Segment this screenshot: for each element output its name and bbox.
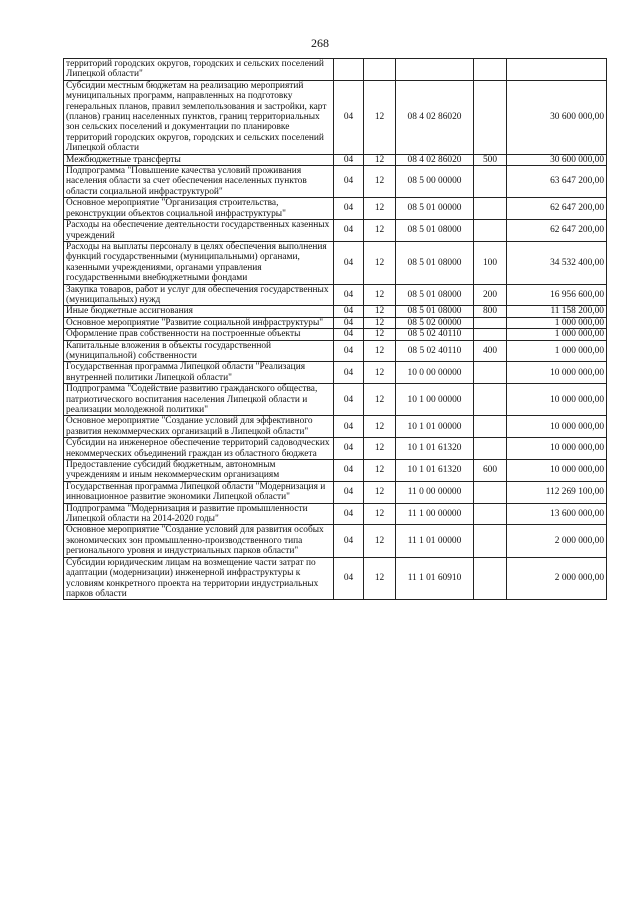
row-section-cell: 04: [334, 525, 364, 557]
table-row: [64, 59, 607, 81]
table-row: [64, 166, 607, 198]
row-amount-cell: 10 000 000,00: [507, 438, 607, 460]
row-amount-cell: 10 000 000,00: [507, 460, 607, 482]
budget-table-body: [64, 59, 607, 600]
row-name-cell: Капитальные вложения в объекты государственной (муниципальной) собственности: [64, 340, 334, 362]
row-expense-type-cell: [474, 438, 507, 460]
row-amount-cell: 11 158 200,00: [507, 306, 607, 317]
row-code-cell: 08 5 01 08000: [396, 306, 474, 317]
row-section-cell: 04: [334, 460, 364, 482]
row-subsection-cell: 12: [364, 438, 396, 460]
row-amount-cell: 1 000 000,00: [507, 329, 607, 340]
row-code-cell: [396, 59, 474, 81]
row-subsection-cell: 12: [364, 220, 396, 242]
row-code-cell: 08 5 00 00000: [396, 166, 474, 198]
row-code-cell: 11 1 01 60910: [396, 557, 474, 600]
table-row: [64, 220, 607, 242]
table-row: [64, 438, 607, 460]
row-amount-cell: 30 600 000,00: [507, 154, 607, 165]
row-subsection-cell: 12: [364, 80, 396, 154]
row-amount-cell: 2 000 000,00: [507, 525, 607, 557]
row-name-cell: Основное мероприятие "Развитие социальной инфраструктуры": [64, 317, 334, 328]
row-section-cell: 04: [334, 198, 364, 220]
table-row: [64, 460, 607, 482]
row-name-cell: Иные бюджетные ассигнования: [64, 306, 334, 317]
row-expense-type-cell: [474, 384, 507, 416]
row-code-cell: 11 1 00 00000: [396, 503, 474, 525]
row-name-cell: Субсидии местным бюджетам на реализацию мероприятий муниципальных программ, направленных на подготовку генеральных планов, правил землепользования и застройки, карт (планов) границ населенных пунктов, границ территориальных зон сельских поселений и документации по планировке территорий городских округов, городских и сельских поселений Липецкой области: [64, 80, 334, 154]
row-code-cell: 08 4 02 86020: [396, 154, 474, 165]
row-subsection-cell: 12: [364, 317, 396, 328]
row-section-cell: 04: [334, 154, 364, 165]
row-amount-cell: 10 000 000,00: [507, 384, 607, 416]
row-section-cell: [334, 59, 364, 81]
row-expense-type-cell: [474, 416, 507, 438]
row-expense-type-cell: [474, 557, 507, 600]
row-section-cell: 04: [334, 362, 364, 384]
row-subsection-cell: 12: [364, 416, 396, 438]
table-row: [64, 503, 607, 525]
row-section-cell: 04: [334, 329, 364, 340]
row-subsection-cell: 12: [364, 241, 396, 284]
row-code-cell: 10 1 01 00000: [396, 416, 474, 438]
row-name-cell: Основное мероприятие "Создание условий для развития особых экономических зон промышленно-производственного типа регионального уровня и индустриальных парков области": [64, 525, 334, 557]
table-row: [64, 557, 607, 600]
row-subsection-cell: 12: [364, 198, 396, 220]
table-row: [64, 198, 607, 220]
row-section-cell: 04: [334, 241, 364, 284]
row-expense-type-cell: [474, 59, 507, 81]
row-subsection-cell: 12: [364, 362, 396, 384]
row-expense-type-cell: 800: [474, 306, 507, 317]
row-section-cell: 04: [334, 340, 364, 362]
page-number: 268: [311, 36, 329, 50]
row-code-cell: 10 1 01 61320: [396, 438, 474, 460]
row-amount-cell: [507, 59, 607, 81]
row-name-cell: Подпрограмма "Повышение качества условий проживания населения области за счет обеспечения населенных пунктов области социальной инфраструктурой": [64, 166, 334, 198]
row-subsection-cell: 12: [364, 481, 396, 503]
row-expense-type-cell: 400: [474, 340, 507, 362]
row-name-cell: Государственная программа Липецкой области "Модернизация и инновационное развитие экономики Липецкой области": [64, 481, 334, 503]
row-expense-type-cell: [474, 198, 507, 220]
table-row: [64, 340, 607, 362]
row-section-cell: 04: [334, 503, 364, 525]
row-subsection-cell: 12: [364, 384, 396, 416]
row-amount-cell: 2 000 000,00: [507, 557, 607, 600]
row-name-cell: Межбюджетные трансферты: [64, 154, 334, 165]
row-amount-cell: 63 647 200,00: [507, 166, 607, 198]
row-name-cell: Расходы на обеспечение деятельности государственных казенных учреждений: [64, 220, 334, 242]
row-name-cell: Расходы на выплаты персоналу в целях обеспечения выполнения функций государственными (муниципальными) органами, казенными учреждениями, органами управления государственными внебюджетными фондами: [64, 241, 334, 284]
row-section-cell: 04: [334, 481, 364, 503]
row-amount-cell: 62 647 200,00: [507, 220, 607, 242]
table-row: [64, 241, 607, 284]
row-section-cell: 04: [334, 317, 364, 328]
row-expense-type-cell: [474, 166, 507, 198]
row-subsection-cell: 12: [364, 525, 396, 557]
table-row: [64, 362, 607, 384]
row-code-cell: 08 5 01 08000: [396, 220, 474, 242]
row-name-cell: Предоставление субсидий бюджетным, автономным учреждениям и иным некоммерческим организациям: [64, 460, 334, 482]
row-name-cell: Закупка товаров, работ и услуг для обеспечения государственных (муниципальных) нужд: [64, 284, 334, 306]
row-expense-type-cell: [474, 362, 507, 384]
row-expense-type-cell: [474, 503, 507, 525]
row-subsection-cell: 12: [364, 460, 396, 482]
table-row: [64, 416, 607, 438]
row-amount-cell: 30 600 000,00: [507, 80, 607, 154]
row-expense-type-cell: 200: [474, 284, 507, 306]
row-subsection-cell: 12: [364, 503, 396, 525]
row-code-cell: 08 5 01 08000: [396, 284, 474, 306]
row-code-cell: 08 5 02 40110: [396, 329, 474, 340]
row-expense-type-cell: [474, 317, 507, 328]
table-row: [64, 317, 607, 328]
row-code-cell: 11 0 00 00000: [396, 481, 474, 503]
table-row: [64, 481, 607, 503]
row-name-cell: Субсидии на инженерное обеспечение территорий садоводческих некоммерческих объединений граждан из областного бюджета: [64, 438, 334, 460]
row-code-cell: 08 4 02 86020: [396, 80, 474, 154]
row-section-cell: 04: [334, 220, 364, 242]
table-row: [64, 284, 607, 306]
row-name-cell: Оформление прав собственности на построенные объекты: [64, 329, 334, 340]
row-amount-cell: 16 956 600,00: [507, 284, 607, 306]
row-section-cell: 04: [334, 416, 364, 438]
row-amount-cell: 1 000 000,00: [507, 317, 607, 328]
row-section-cell: 04: [334, 438, 364, 460]
row-subsection-cell: 12: [364, 329, 396, 340]
row-section-cell: 04: [334, 384, 364, 416]
row-name-cell: Основное мероприятие "Создание условий для эффективного развития некоммерческих организаций в Липецкой области": [64, 416, 334, 438]
row-subsection-cell: 12: [364, 154, 396, 165]
row-subsection-cell: 12: [364, 340, 396, 362]
row-name-cell: территорий городских округов, городских и сельских поселений Липецкой области": [64, 59, 334, 81]
row-code-cell: 10 1 01 61320: [396, 460, 474, 482]
row-section-cell: 04: [334, 166, 364, 198]
row-code-cell: 11 1 01 00000: [396, 525, 474, 557]
row-expense-type-cell: [474, 80, 507, 154]
table-row: [64, 384, 607, 416]
row-amount-cell: 10 000 000,00: [507, 362, 607, 384]
row-expense-type-cell: 100: [474, 241, 507, 284]
row-expense-type-cell: 500: [474, 154, 507, 165]
row-amount-cell: 112 269 100,00: [507, 481, 607, 503]
row-expense-type-cell: 600: [474, 460, 507, 482]
row-subsection-cell: 12: [364, 306, 396, 317]
row-amount-cell: 1 000 000,00: [507, 340, 607, 362]
row-name-cell: Государственная программа Липецкой области "Реализация внутренней политики Липецкой области": [64, 362, 334, 384]
row-name-cell: Подпрограмма "Содействие развитию гражданского общества, патриотического воспитания населения Липецкой области и реализации молодежной политики": [64, 384, 334, 416]
table-row: [64, 329, 607, 340]
row-subsection-cell: 12: [364, 557, 396, 600]
row-amount-cell: 10 000 000,00: [507, 416, 607, 438]
row-name-cell: Субсидии юридическим лицам на возмещение части затрат по адаптации (модернизации) инженерной инфраструктуры к условиям конкретного проекта на территории индустриальных парков области: [64, 557, 334, 600]
table-row: [64, 525, 607, 557]
row-amount-cell: 34 532 400,00: [507, 241, 607, 284]
row-code-cell: 10 0 00 00000: [396, 362, 474, 384]
row-expense-type-cell: [474, 525, 507, 557]
row-expense-type-cell: [474, 329, 507, 340]
row-expense-type-cell: [474, 220, 507, 242]
row-code-cell: 08 5 01 00000: [396, 198, 474, 220]
row-subsection-cell: 12: [364, 166, 396, 198]
row-code-cell: 10 1 00 00000: [396, 384, 474, 416]
budget-table: [63, 58, 607, 600]
row-code-cell: 08 5 01 08000: [396, 241, 474, 284]
row-section-cell: 04: [334, 557, 364, 600]
row-name-cell: Основное мероприятие "Организация строительства, реконструкции объектов социальной инфраструктуры": [64, 198, 334, 220]
row-section-cell: 04: [334, 306, 364, 317]
row-amount-cell: 62 647 200,00: [507, 198, 607, 220]
row-subsection-cell: [364, 59, 396, 81]
table-row: [64, 80, 607, 154]
row-name-cell: Подпрограмма "Модернизация и развитие промышленности Липецкой области на 2014-2020 годы": [64, 503, 334, 525]
row-amount-cell: 13 600 000,00: [507, 503, 607, 525]
row-expense-type-cell: [474, 481, 507, 503]
table-row: [64, 306, 607, 317]
table-row: [64, 154, 607, 165]
row-code-cell: 08 5 02 00000: [396, 317, 474, 328]
row-subsection-cell: 12: [364, 284, 396, 306]
row-section-cell: 04: [334, 284, 364, 306]
row-code-cell: 08 5 02 40110: [396, 340, 474, 362]
row-section-cell: 04: [334, 80, 364, 154]
